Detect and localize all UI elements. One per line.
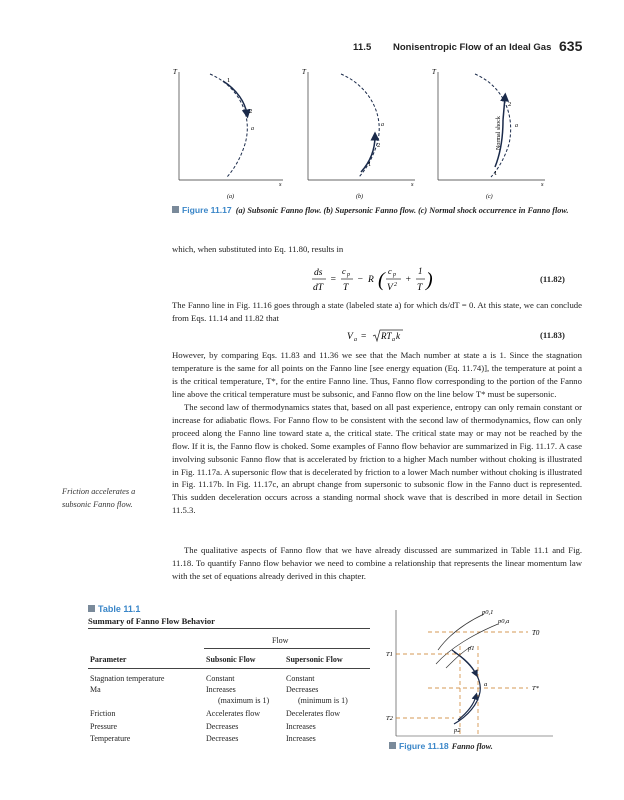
table-cell: Accelerates flow [206,709,260,718]
table-cell: Decreases [206,734,239,743]
label-p0a: p0,a [498,618,510,625]
table-cell: Decreases [286,685,319,694]
point-2: 2 [508,101,512,108]
caption-square-icon [389,742,396,749]
label-T0: T0 [532,629,540,637]
margin-note: Friction accelerates a subsonic Fanno flow. [62,487,136,509]
panel-label: (b) [356,194,363,200]
caption-text: (a) Subsonic Fanno flow. (b) Supersonic Fanno flow. (c) Normal shock occurrence in Fanno flow. [235,206,569,215]
figure-11-18 [388,606,558,740]
svg-text:p: p [347,272,350,278]
table-cell: Friction [90,709,116,718]
group-header: Flow [272,636,289,645]
label-p01: p0,1 [482,609,494,616]
figure-17-caption [172,205,582,216]
svg-text:2: 2 [394,282,397,288]
eq-number-11-82: (11.82) [540,274,565,284]
table-cell: Increases [206,685,236,694]
panel-b [302,68,415,200]
axis-x-label: s [411,181,414,188]
point-a: a [381,122,384,128]
svg-text:−: − [357,275,364,285]
svg-text:c: c [388,266,392,276]
table-cell: Temperature [90,734,131,743]
panel-label: (c) [486,194,493,200]
paragraph-fanno-line: The Fanno line in Fig. 11.16 goes through a state (labeled state a) for which ds/dT = 0. At this state, we can conclude from Eqs. 11.14 and 11.82 that [172,300,582,323]
section-number: 11.5 [353,42,372,53]
axis-y-label: T [173,68,177,76]
table-cell: Constant [206,674,235,683]
svg-text:+: + [405,275,412,285]
svg-text:R: R [368,275,374,285]
equation-11-82 [312,262,482,296]
table-cell: Increases [286,734,316,743]
figure-11-17 [165,62,585,202]
svg-text:a: a [392,337,395,343]
svg-text:ds: ds [314,268,323,278]
panel-a [173,68,283,200]
caption-label: Figure 11.18 [399,741,449,751]
shock-label: Normal shock [496,116,502,150]
col-header-supersonic: Supersonic Flow [286,655,343,664]
page-number: 635 [559,38,583,54]
svg-text:(: ( [378,269,385,291]
axis-x-label: s [279,181,282,188]
point-a: a [515,123,518,129]
svg-text:T: T [417,283,423,293]
panel-c [432,68,545,200]
table-square-icon [88,605,95,612]
paragraph-mach-critical: However, by comparing Eqs. 11.83 and 11.36 we see that the Mach number at state a is 1. Since the stagnation temperature is the same for all points on the Fanno line [see energy equation (Eq. 11.74)], the temperature at point a is the critical temperature, T*, for the entire Fanno line. Thus, Fanno flow corresponding to the portion of the Fanno line above the critical temperature must be subsonic, and Fanno flow on the line below T* must be supersonic. [172,350,582,399]
table-cell: Ma [90,685,101,694]
point-1: 1 [227,77,231,84]
svg-text:V: V [387,283,393,293]
table-cell: (maximum is 1) [218,696,270,705]
col-header-subsonic: Subsonic Flow [206,655,256,664]
table-label [88,604,140,614]
panel-label: (a) [227,194,234,200]
point-1: 1 [368,161,372,168]
svg-text:V: V [347,332,353,342]
svg-text:p: p [393,272,396,278]
paragraph-second-law: The second law of thermodynamics states that, based on all past experience, entropy can only remain constant or increase for adiabatic flows. For Fanno flow to be consistent with the second law of thermodynamics, flow can only proceed along the Fanno line toward state a, the critical state. The critical state may or may not be reached by the flow. If it is, the Fanno flow is choked. Some examples of Fanno flow behavior are summarized in Fig. 11.17. A case involving subsonic Fanno flow that is accelerated by friction to a higher Mach number without choking is illustrated in Fig. 11.17a. A supersonic flow that is decelerated by friction to a lower Mach number without choking is illustrated in Fig. 11.17b. In Fig. 11.17c, an abrupt change from supersonic to subsonic flow in the Fanno duct is represented. This sudden deceleration occurs across a standing normal shock wave that is described in more detail in Section 11.5.3. [172,402,582,516]
svg-text:dT: dT [313,283,324,293]
running-title: Nonisentropic Flow of an Ideal Gas [393,42,552,53]
label-p1: p1 [468,645,475,652]
table-cell: Decelerates flow [286,709,340,718]
equation-11-83 [347,328,427,344]
svg-text:): ) [426,269,433,291]
point-2: 2 [249,108,253,115]
caption-text: Fanno flow. [451,742,493,751]
label-Tstar: T* [532,685,539,692]
svg-text:RT: RT [381,331,392,341]
label-T1: T1 [386,651,393,658]
table-cell: (minimum is 1) [298,696,348,705]
table-cell: Decreases [206,722,239,731]
point-1: 1 [494,170,498,177]
svg-text:a: a [354,337,357,343]
axis-y-label: T [432,68,436,76]
label-p2: p2 [454,727,461,734]
caption-square-icon [172,206,179,213]
svg-text:1: 1 [418,266,423,276]
table-title: Summary of Fanno Flow Behavior [88,616,215,626]
table-cell: Pressure [90,722,118,731]
table-label-text: Table 11.1 [98,604,141,614]
caption-label: Figure 11.17 [182,205,232,215]
table-cell: Increases [286,722,316,731]
axis-y-label: T [302,68,306,76]
fanno-summary-table [88,628,370,748]
label-a: a [484,681,488,688]
figure-18-caption [389,741,493,751]
axis-x-label: s [541,181,544,188]
point-2: 2 [377,142,381,149]
svg-text:c: c [342,266,346,276]
col-header-parameter: Parameter [90,655,127,664]
svg-text:k: k [396,331,400,341]
table-cell: Constant [286,674,315,683]
label-T2: T2 [386,715,393,722]
table-cell: Stagnation temperature [90,674,165,683]
svg-text:=: = [330,275,337,285]
intro-text: which, when substituted into Eq. 11.80, results in [172,244,344,254]
svg-text:T: T [343,283,349,293]
paragraph-qualitative: The qualitative aspects of Fanno flow that we have already discussed are summarized in Table 11.1 and Fig. 11.18. To quantify Fanno flow behavior we need to combine a relationship that represents the linear momentum law with the set of equations already derived in this chapter. [172,545,582,581]
eq-number-11-83: (11.83) [540,330,565,340]
point-a: a [251,126,254,132]
svg-text:=: = [361,332,367,342]
